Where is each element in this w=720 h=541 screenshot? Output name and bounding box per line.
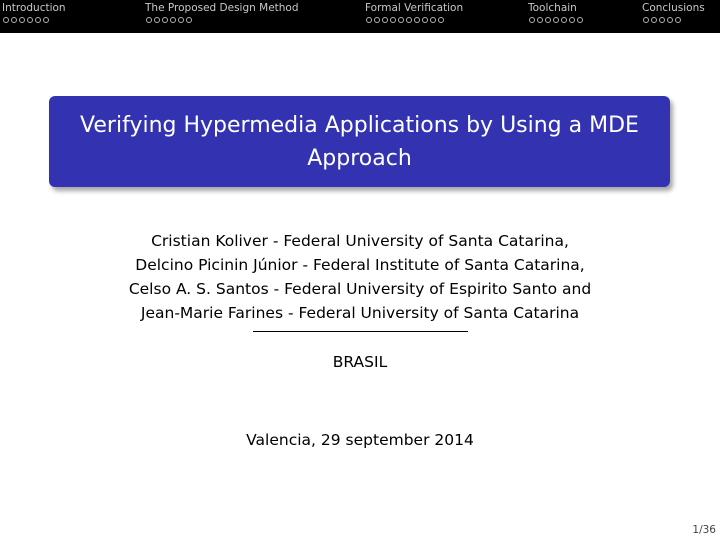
nav-dot[interactable] (3, 17, 9, 23)
nav-dot[interactable] (406, 17, 412, 23)
nav-dots-design-method (146, 17, 192, 25)
nav-dot[interactable] (398, 17, 404, 23)
nav-dot[interactable] (186, 17, 192, 23)
nav-dot[interactable] (27, 17, 33, 23)
nav-dot[interactable] (569, 17, 575, 23)
author-list (0, 229, 720, 325)
author-line: Cristian Koliver - Federal University of Santa Catarina, (151, 232, 569, 250)
nav-dot[interactable] (390, 17, 396, 23)
nav-dot[interactable] (430, 17, 436, 23)
nav-dots-introduction (3, 17, 49, 25)
nav-dot[interactable] (438, 17, 444, 23)
nav-dot[interactable] (667, 17, 673, 23)
nav-dot[interactable] (659, 17, 665, 23)
nav-dot[interactable] (561, 17, 567, 23)
nav-dot[interactable] (651, 17, 657, 23)
nav-dot[interactable] (577, 17, 583, 23)
country-label: BRASIL (332, 353, 388, 371)
nav-dots-toolchain (529, 17, 583, 25)
nav-dot[interactable] (154, 17, 160, 23)
nav-dot[interactable] (545, 17, 551, 23)
author-line: Celso A. S. Santos - Federal University of Espirito Santo and (128, 280, 592, 298)
nav-dot[interactable] (422, 17, 428, 23)
nav-section-conclusions[interactable]: Conclusions (642, 2, 705, 14)
date-location: Valencia, 29 september 2014 (246, 431, 474, 449)
title-box (49, 96, 670, 187)
nav-dot[interactable] (374, 17, 380, 23)
nav-dot[interactable] (414, 17, 420, 23)
nav-dot[interactable] (146, 17, 152, 23)
nav-dot[interactable] (19, 17, 25, 23)
nav-dot[interactable] (675, 17, 681, 23)
nav-dot[interactable] (170, 17, 176, 23)
author-line: Jean-Marie Farines - Federal University of Santa Catarina (140, 304, 580, 322)
slide-title: Verifying Hypermedia Applications by Using a MDE Approach (80, 112, 639, 171)
nav-dot[interactable] (537, 17, 543, 23)
nav-dot[interactable] (382, 17, 388, 23)
nav-dot[interactable] (529, 17, 535, 23)
nav-dot[interactable] (643, 17, 649, 23)
navigation-bar (0, 0, 720, 33)
divider-rule (253, 331, 468, 332)
nav-dot[interactable] (178, 17, 184, 23)
nav-dots-conclusions (643, 17, 681, 25)
author-line: Delcino Picinin Júnior - Federal Institute of Santa Catarina, (135, 256, 585, 274)
page-number: 1/36 (692, 524, 716, 536)
nav-section-toolchain[interactable]: Toolchain (528, 2, 577, 14)
nav-dot[interactable] (43, 17, 49, 23)
nav-dot[interactable] (11, 17, 17, 23)
nav-dot[interactable] (366, 17, 372, 23)
nav-section-formal-verification[interactable]: Formal Verification (365, 2, 464, 14)
nav-dots-formal-verification (366, 17, 444, 25)
nav-section-design-method[interactable]: The Proposed Design Method (145, 2, 299, 14)
nav-dot[interactable] (553, 17, 559, 23)
nav-dot[interactable] (35, 17, 41, 23)
nav-dot[interactable] (162, 17, 168, 23)
nav-section-introduction[interactable]: Introduction (2, 2, 66, 14)
